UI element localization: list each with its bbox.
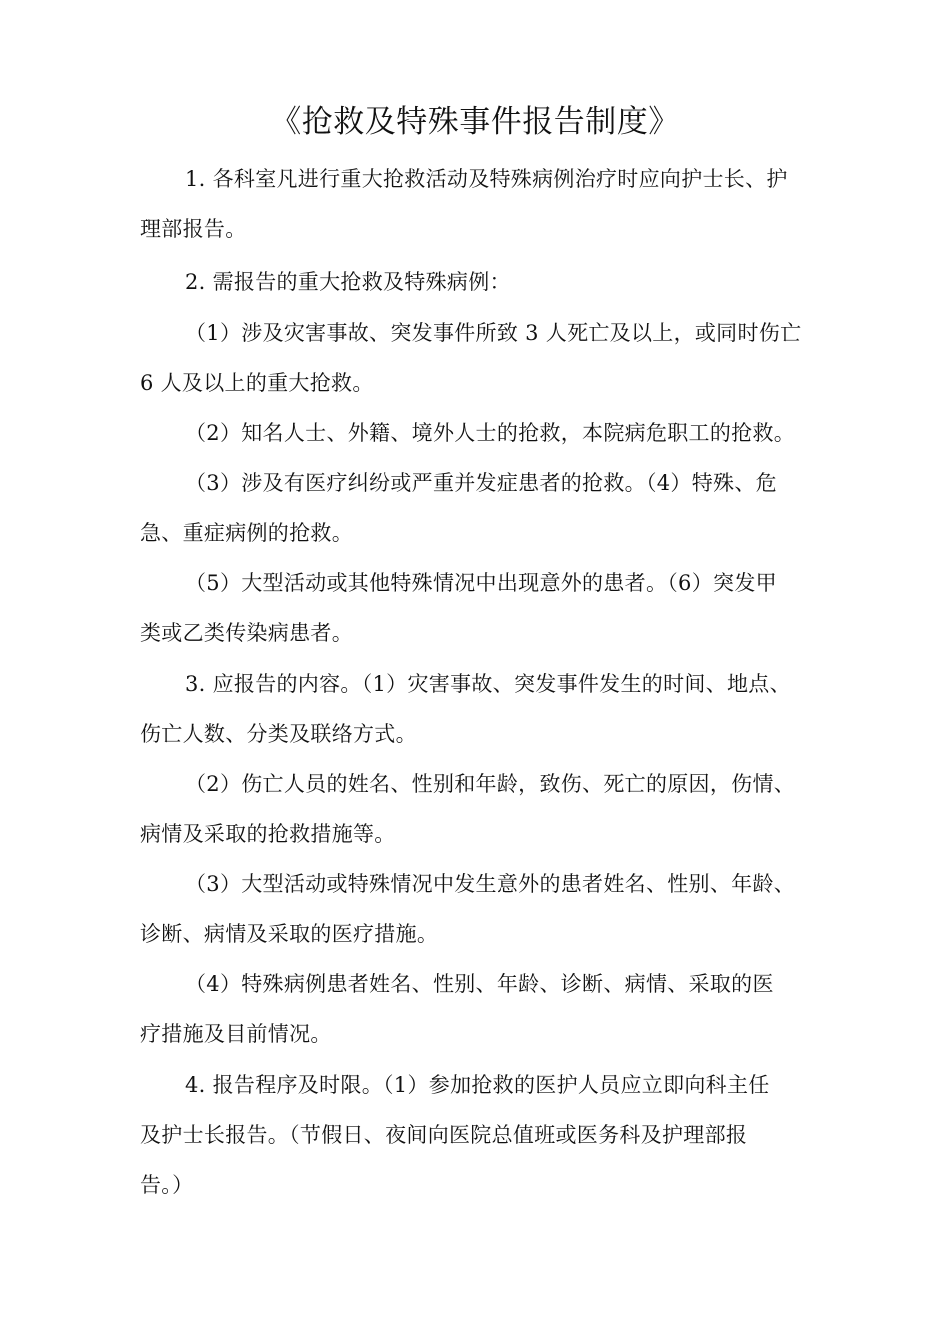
text-line: 急、重症病例的抢救。 [140, 521, 353, 545]
text-line: （2）知名人士、外籍、境外人士的抢救，本院病危职工的抢救。 [185, 421, 796, 445]
text-line: （3）涉及有医疗纠纷或严重并发症患者的抢救。（4）特殊、危 [185, 471, 777, 495]
text-line: 3. 应报告的内容。（1）灾害事故、突发事件发生的时间、地点、 [185, 672, 791, 696]
text-line: 诊断、病情及采取的医疗措施。 [140, 922, 439, 946]
text-line: 4. 报告程序及时限。（1）参加抢救的医护人员应立即向科主任 [185, 1073, 770, 1097]
text-line: 病情及采取的抢救措施等。 [140, 822, 396, 846]
text-line: 理部报告。 [140, 217, 247, 241]
text-line: （1）涉及灾害事故、突发事件所致 3 人死亡及以上，或同时伤亡 [185, 321, 802, 345]
text-line: 告。） [140, 1173, 194, 1197]
text-line: 1. 各科室凡进行重大抢救活动及特殊病例治疗时应向护士长、护 [185, 167, 788, 191]
text-line: 2. 需报告的重大抢救及特殊病例： [185, 270, 511, 294]
document-title: 《抢救及特殊事件报告制度》 [270, 104, 680, 140]
text-line: 类或乙类传染病患者。 [140, 621, 353, 645]
text-line: 及护士长报告。（节假日、夜间向医院总值班或医务科及护理部报 [140, 1123, 748, 1147]
text-line: （2）伤亡人员的姓名、性别和年龄，致伤、死亡的原因，伤情、 [185, 772, 796, 796]
text-line: 伤亡人数、分类及联络方式。 [140, 722, 417, 746]
text-line: （4）特殊病例患者姓名、性别、年龄、诊断、病情、采取的医 [185, 972, 774, 996]
text-line: （5）大型活动或其他特殊情况中出现意外的患者。（6）突发甲 [185, 571, 777, 595]
text-line: （3）大型活动或特殊情况中发生意外的患者姓名、性别、年龄、 [185, 872, 796, 896]
text-line: 6 人及以上的重大抢救。 [140, 371, 374, 395]
text-line: 疗措施及目前情况。 [140, 1022, 332, 1046]
